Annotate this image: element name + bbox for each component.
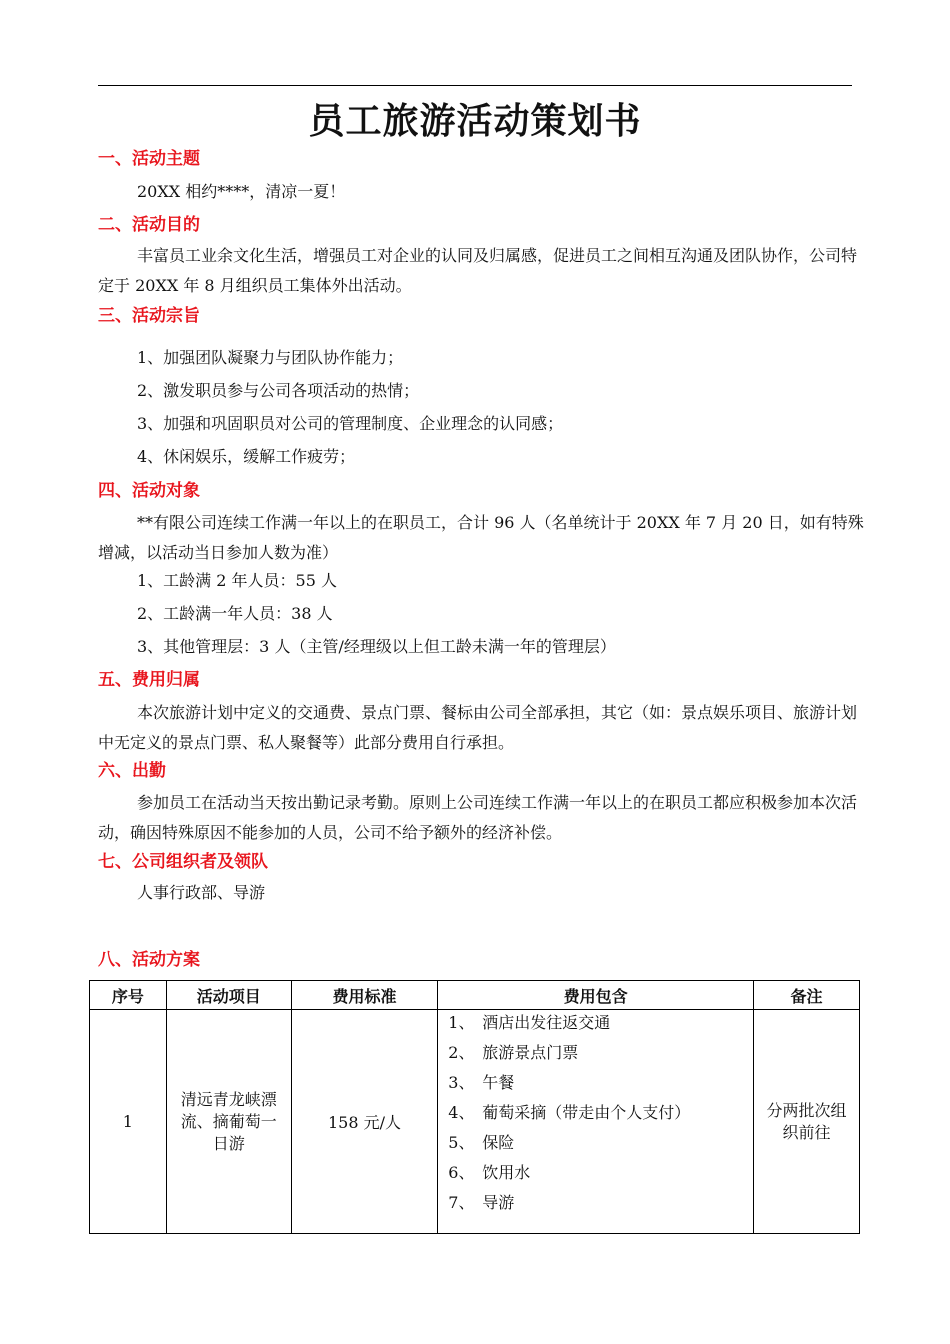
header-no: 序号 [90, 981, 167, 1010]
table-header-row [90, 981, 860, 1010]
include-text: 饮用水 [482, 1163, 531, 1182]
header-includes: 费用包含 [438, 981, 754, 1010]
include-num: 6、 [448, 1163, 475, 1182]
section-7-heading: 七、公司组织者及领队 [98, 852, 268, 872]
section-5-heading: 五、费用归属 [98, 670, 200, 690]
cell-fee: 158 元/人 [291, 1010, 438, 1234]
section-2-text: 丰富员工业余文化生活，增强员工对企业的认同及归属感，促进员工之间相互沟通及团队协作，公司特定于 20XX 年 8 月组织员工集体外出活动。 [98, 246, 858, 295]
include-item [448, 1190, 753, 1220]
cell-includes [438, 1010, 754, 1234]
include-item [448, 1160, 753, 1190]
include-text: 导游 [482, 1193, 515, 1212]
include-num: 7、 [448, 1193, 475, 1212]
include-item [448, 1010, 753, 1040]
include-item [448, 1130, 753, 1160]
section-1-heading: 一、活动主题 [98, 149, 200, 169]
cell-project [166, 1010, 291, 1234]
remark-text: 分两批次组织前往 [766, 1100, 847, 1142]
header-project: 活动项目 [166, 981, 291, 1010]
include-text: 旅游景点门票 [482, 1043, 579, 1062]
section-5-text: 本次旅游计划中定义的交通费、景点门票、餐标由公司全部承担，其它（如：景点娱乐项目、旅游计划中无定义的景点门票、私人聚餐等）此部分费用自行承担。 [98, 703, 858, 752]
cell-remark [754, 1010, 860, 1234]
section-2-heading: 二、活动目的 [98, 215, 200, 235]
list-item: 2、工龄满一年人员：38 人 [137, 604, 333, 623]
cell-no: 1 [90, 1010, 167, 1234]
top-rule [98, 85, 852, 86]
project-text: 清远青龙峡漂流、摘葡萄一日游 [180, 1089, 277, 1153]
list-item: 3、加强和巩固职员对公司的管理制度、企业理念的认同感； [137, 414, 564, 433]
include-num: 2、 [448, 1043, 475, 1062]
list-item: 1、工龄满 2 年人员：55 人 [137, 571, 337, 590]
section-7-text: 人事行政部、导游 [137, 883, 266, 902]
include-num: 5、 [448, 1133, 475, 1152]
section-6-text: 参加员工在活动当天按出勤记录考勤。原则上公司连续工作满一年以上的在职员工都应积极参加本次活动，确因特殊原因不能参加的人员，公司不给予额外的经济补偿。 [98, 793, 858, 842]
page-title: 员工旅游活动策划书 [308, 101, 642, 142]
include-num: 4、 [448, 1103, 475, 1122]
include-num: 3、 [448, 1073, 475, 1092]
section-4-heading: 四、活动对象 [98, 481, 200, 501]
list-item: 1、加强团队凝聚力与团队协作能力； [137, 348, 404, 367]
include-text: 葡萄采摘（带走由个人支付） [482, 1103, 691, 1122]
list-item: 3、其他管理层：3 人（主管/经理级以上但工龄未满一年的管理层） [137, 637, 616, 656]
include-item [448, 1100, 753, 1130]
include-item [448, 1040, 753, 1070]
section-8-heading: 八、活动方案 [98, 950, 200, 970]
header-fee: 费用标准 [291, 981, 438, 1010]
list-item: 2、激发职员参与公司各项活动的热情； [137, 381, 420, 400]
section-3-heading: 三、活动宗旨 [98, 306, 200, 326]
include-item [448, 1070, 753, 1100]
header-remark: 备注 [754, 981, 860, 1010]
list-item: 4、休闲娱乐，缓解工作疲劳； [137, 447, 356, 466]
activity-plan-table [89, 980, 860, 1234]
table-row [90, 1010, 860, 1234]
include-text: 酒店出发往返交通 [482, 1013, 611, 1032]
include-text: 午餐 [482, 1073, 515, 1092]
include-num: 1、 [448, 1013, 475, 1032]
section-4-text: **有限公司连续工作满一年以上的在职员工，合计 96 人（名单统计于 20XX 年 7 月 20 日，如有特殊增减，以活动当日参加人数为准） [98, 513, 864, 562]
section-6-heading: 六、出勤 [98, 761, 166, 781]
section-1-text: 20XX 相约****，清凉一夏！ [137, 182, 346, 201]
include-text: 保险 [482, 1133, 515, 1152]
